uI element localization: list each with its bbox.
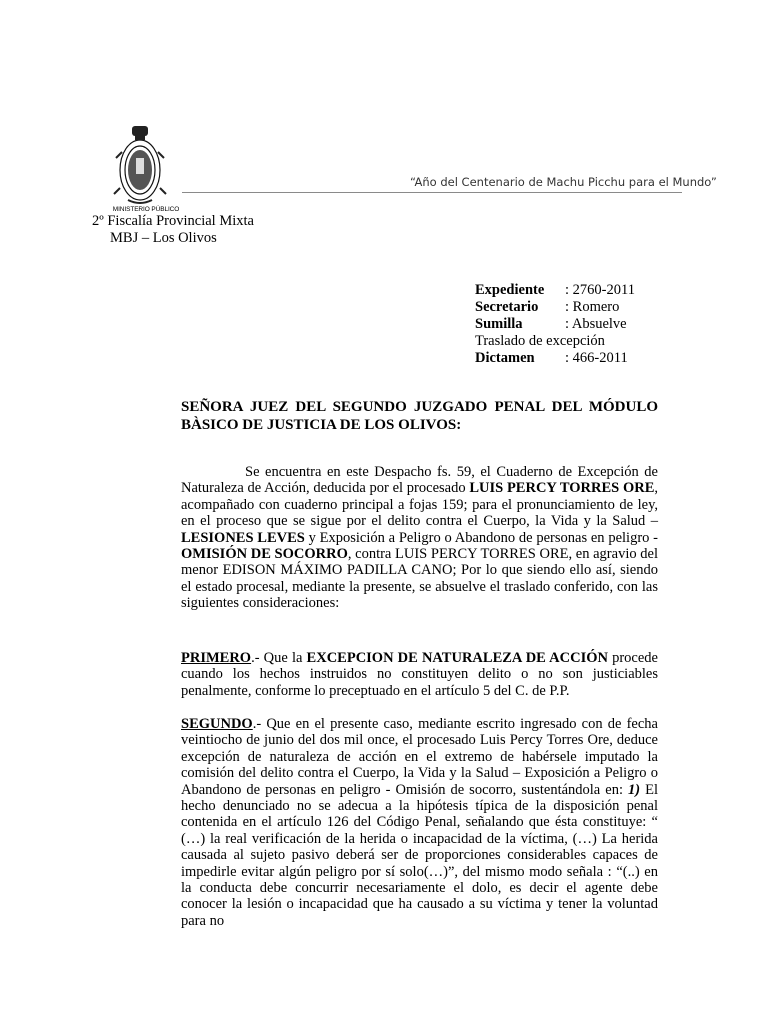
point-number-1: 1) <box>628 781 641 798</box>
expediente-row <box>475 282 635 299</box>
intro-text-1: Se encuentra en este Despacho fs. 59, el Cuaderno de Excepción de Naturaleza de Acción, deducida por el procesado <box>181 464 658 497</box>
dictamen-label: Dictamen <box>475 350 535 366</box>
office-location: MBJ – Los Olivos <box>110 230 217 246</box>
case-info-block <box>475 282 635 367</box>
expediente-value: : 2760-2011 <box>565 282 635 298</box>
crime-lesiones-leves: LESIONES LEVES <box>181 529 305 546</box>
seal-icon <box>108 118 188 208</box>
header-divider <box>182 192 682 193</box>
office-name: 2º Fiscalía Provincial Mixta <box>92 213 254 229</box>
expediente-label: Expediente <box>475 282 545 298</box>
intro-paragraph <box>181 464 658 612</box>
segundo-paragraph <box>181 716 658 929</box>
secretario-row <box>475 299 635 316</box>
intro-text-2: , acompañado con cuaderno principal a fojas 159; para el pronunciamiento de ley, en el proceso que se sigue por el delito contra el Cuerpo, la Vida y la Salud – <box>181 480 659 530</box>
dictamen-value: : 466-2011 <box>565 350 628 366</box>
sumilla-label: Sumilla <box>475 316 523 332</box>
sumilla-cont-text: Traslado de excepción <box>475 333 605 349</box>
defendant-name: LUIS PERCY TORRES ORE <box>469 480 655 497</box>
primero-text-1: .- Que la <box>251 650 307 666</box>
sumilla-continuation <box>475 333 635 350</box>
sumilla-value: : Absuelve <box>565 316 627 332</box>
primero-text-2: procede cuando los hechos instruidos no constituyen delito o no son justiciables penalmente, conforme lo preceptuado en el artículo 5 del C. de P.P. <box>181 650 658 699</box>
secretario-value: : Romero <box>565 299 620 315</box>
segundo-heading: SEGUNDO <box>181 716 253 732</box>
ministerio-publico-logo <box>108 118 188 218</box>
addressee-heading: SEÑORA JUEZ DEL SEGUNDO JUZGADO PENAL DEL MÓDULO BÀSICO DE JUSTICIA DE LOS OLIVOS: <box>181 399 658 433</box>
intro-text-4: , contra LUIS PERCY TORRES ORE, en agravio del menor EDISON MÁXIMO PADILLA CANO; Por lo que siendo ello así, siendo el estado procesal, mediante la presente, se absuelve el traslado conferido, con las siguientes consideraciones: <box>181 546 658 612</box>
segundo-text-1: .- Que en el presente caso, mediante escrito ingresado con de fecha veintiocho de junio del dos mil once, el procesado Luis Percy Torres Ore, deduce excepción de naturaleza de acción en el extremo de habérsele imputado la comisión del delito contra el Cuerpo, la Vida y la Salud – Exposición a Peligro o Abandono de personas en peligro - Omisión de socorro, sustentándola en: <box>181 716 658 798</box>
crime-omision-socorro: OMISIÓN DE SOCORRO <box>181 546 348 563</box>
excepcion-title: EXCEPCION DE NATURALEZA DE ACCIÓN <box>306 650 608 666</box>
secretario-label: Secretario <box>475 299 539 315</box>
segundo-text-2: El hecho denunciado no se adecua a la hipótesis típica de la disposición penal contenida en el artículo 126 del Código Penal, señalando que ésta constituye: “ (…) la real verificación de la herida o incapacidad de la víctima, (…) La herida causada al sujeto pasivo deberá ser de proporciones considerables capaces de impedirle evitar algún peligro por sí solo(…)”, del mismo modo señala : “(..) en la conducta debe concurrir necesariamente el dolo, es decir el agente debe conocer la lesión o incapacidad que ha causado a su víctima y tener la voluntad para no <box>181 781 658 929</box>
logo-caption: MINISTERIO PÚBLICO <box>112 206 180 213</box>
primero-heading: PRIMERO <box>181 650 252 666</box>
primero-paragraph <box>181 650 658 699</box>
intro-text-3: y Exposición a Peligro o Abandono de personas en peligro - <box>304 529 658 546</box>
sumilla-row <box>475 316 635 333</box>
dictamen-row <box>475 350 635 367</box>
year-motto: “Año del Centenario de Machu Picchu para el Mundo” <box>410 175 717 189</box>
